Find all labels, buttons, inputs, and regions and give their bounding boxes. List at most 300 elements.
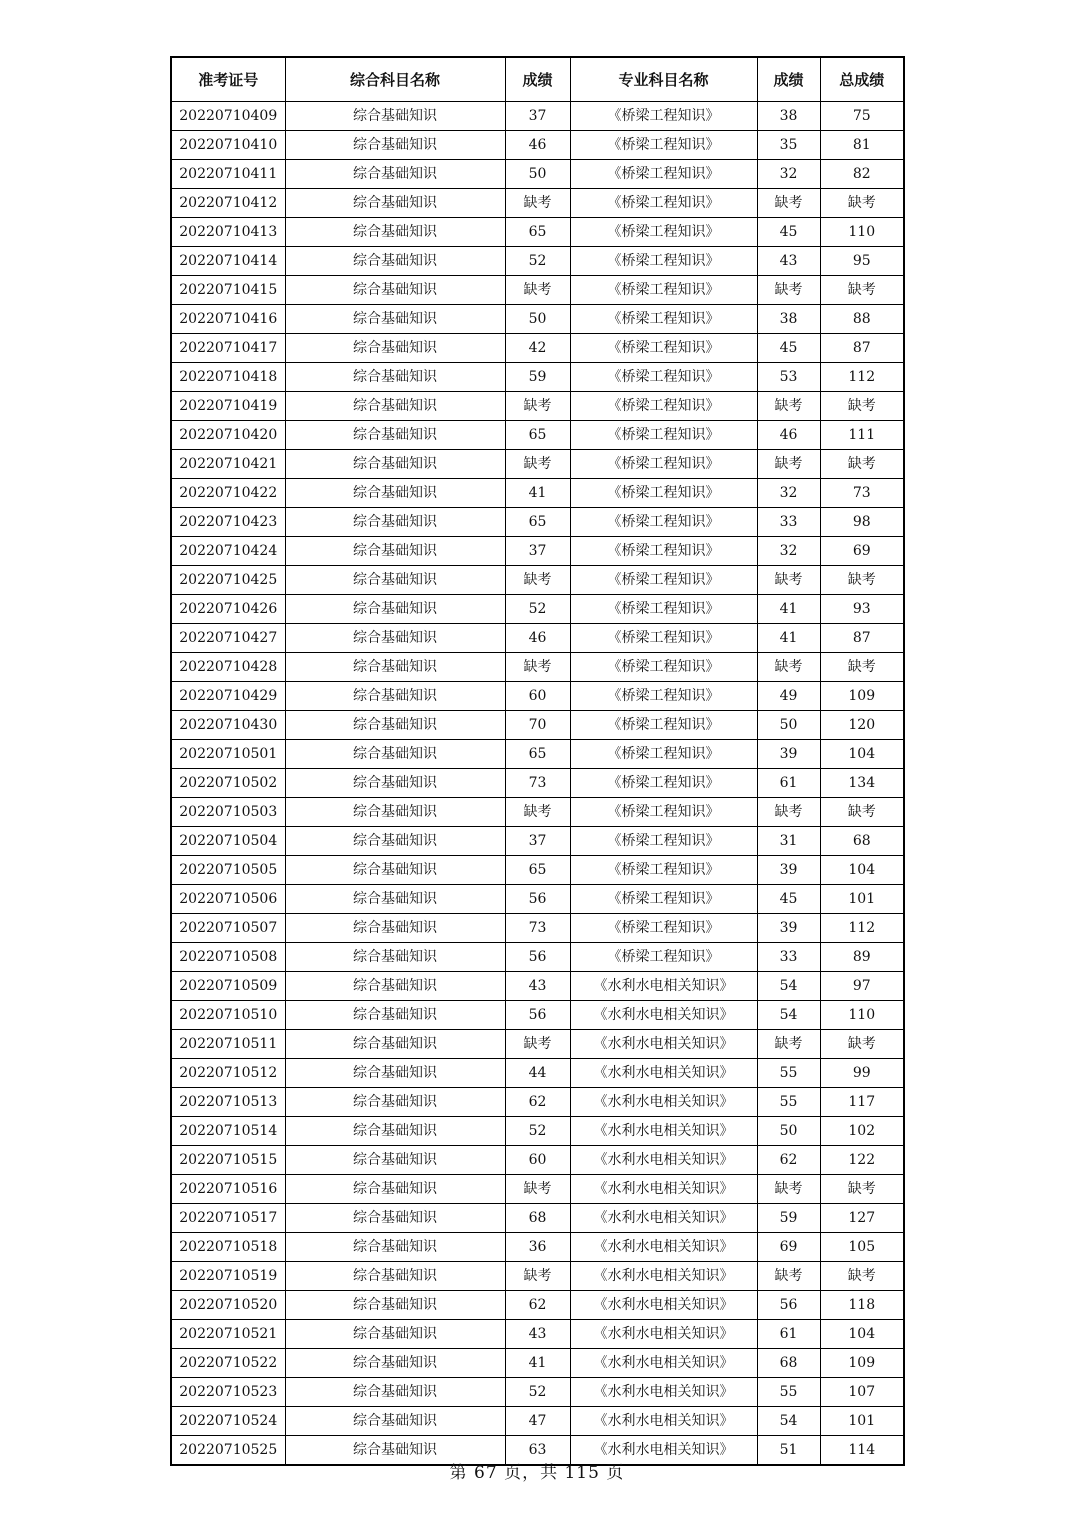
table-row xyxy=(171,102,904,131)
general-score-cell: 缺考 xyxy=(505,1030,570,1059)
table-row xyxy=(171,1320,904,1349)
admission-number-cell: 20220710503 xyxy=(171,798,285,827)
total-score-cell: 104 xyxy=(820,740,904,769)
total-score-cell: 87 xyxy=(820,334,904,363)
admission-number-cell: 20220710419 xyxy=(171,392,285,421)
major-subject-cell: 《水利水电相关知识》 xyxy=(570,1175,757,1204)
page-number: 第 67 页，共 115 页 xyxy=(449,1463,625,1483)
admission-number-cell: 20220710506 xyxy=(171,885,285,914)
major-subject-cell: 《桥梁工程知识》 xyxy=(570,131,757,160)
total-score-cell: 68 xyxy=(820,827,904,856)
general-score-cell: 41 xyxy=(505,479,570,508)
major-subject-cell: 《水利水电相关知识》 xyxy=(570,1436,757,1466)
major-score-cell: 31 xyxy=(757,827,820,856)
total-score-cell: 81 xyxy=(820,131,904,160)
major-score-cell: 39 xyxy=(757,740,820,769)
general-score-cell: 缺考 xyxy=(505,566,570,595)
total-score-cell: 114 xyxy=(820,1436,904,1466)
total-score-cell: 69 xyxy=(820,537,904,566)
admission-number-cell: 20220710424 xyxy=(171,537,285,566)
major-subject-cell: 《桥梁工程知识》 xyxy=(570,363,757,392)
major-subject-cell: 《桥梁工程知识》 xyxy=(570,653,757,682)
major-subject-cell: 《桥梁工程知识》 xyxy=(570,421,757,450)
table-row xyxy=(171,1349,904,1378)
major-subject-cell: 《桥梁工程知识》 xyxy=(570,711,757,740)
total-score-cell: 122 xyxy=(820,1146,904,1175)
general-score-cell: 56 xyxy=(505,1001,570,1030)
major-subject-cell: 《桥梁工程知识》 xyxy=(570,682,757,711)
table-row xyxy=(171,508,904,537)
general-score-cell: 37 xyxy=(505,102,570,131)
major-score-cell: 39 xyxy=(757,856,820,885)
major-subject-cell: 《桥梁工程知识》 xyxy=(570,334,757,363)
general-subject-cell: 综合基础知识 xyxy=(285,827,505,856)
general-score-cell: 41 xyxy=(505,1349,570,1378)
admission-number-cell: 20220710412 xyxy=(171,189,285,218)
table-row xyxy=(171,1378,904,1407)
total-score-cell: 缺考 xyxy=(820,1175,904,1204)
general-subject-cell: 综合基础知识 xyxy=(285,769,505,798)
major-subject-cell: 《水利水电相关知识》 xyxy=(570,1001,757,1030)
table-row xyxy=(171,276,904,305)
major-score-cell: 33 xyxy=(757,943,820,972)
major-subject-cell: 《桥梁工程知识》 xyxy=(570,885,757,914)
header-general-subject: 综合科目名称 xyxy=(285,57,505,102)
admission-number-cell: 20220710519 xyxy=(171,1262,285,1291)
general-score-cell: 缺考 xyxy=(505,1175,570,1204)
admission-number-cell: 20220710515 xyxy=(171,1146,285,1175)
general-subject-cell: 综合基础知识 xyxy=(285,1204,505,1233)
general-subject-cell: 综合基础知识 xyxy=(285,421,505,450)
total-score-cell: 101 xyxy=(820,885,904,914)
total-score-cell: 109 xyxy=(820,1349,904,1378)
general-score-cell: 43 xyxy=(505,972,570,1001)
general-score-cell: 60 xyxy=(505,682,570,711)
major-subject-cell: 《水利水电相关知识》 xyxy=(570,1088,757,1117)
table-row xyxy=(171,392,904,421)
general-score-cell: 50 xyxy=(505,305,570,334)
general-score-cell: 59 xyxy=(505,363,570,392)
total-score-cell: 104 xyxy=(820,856,904,885)
general-subject-cell: 综合基础知识 xyxy=(285,1030,505,1059)
general-subject-cell: 综合基础知识 xyxy=(285,508,505,537)
major-subject-cell: 《桥梁工程知识》 xyxy=(570,392,757,421)
major-score-cell: 55 xyxy=(757,1088,820,1117)
total-score-cell: 99 xyxy=(820,1059,904,1088)
admission-number-cell: 20220710414 xyxy=(171,247,285,276)
major-score-cell: 51 xyxy=(757,1436,820,1466)
general-score-cell: 56 xyxy=(505,885,570,914)
major-subject-cell: 《桥梁工程知识》 xyxy=(570,769,757,798)
table-row xyxy=(171,1117,904,1146)
admission-number-cell: 20220710517 xyxy=(171,1204,285,1233)
admission-number-cell: 20220710417 xyxy=(171,334,285,363)
general-subject-cell: 综合基础知识 xyxy=(285,1117,505,1146)
total-score-cell: 缺考 xyxy=(820,392,904,421)
admission-number-cell: 20220710430 xyxy=(171,711,285,740)
general-subject-cell: 综合基础知识 xyxy=(285,218,505,247)
general-score-cell: 缺考 xyxy=(505,1262,570,1291)
total-score-cell: 87 xyxy=(820,624,904,653)
major-score-cell: 43 xyxy=(757,247,820,276)
general-subject-cell: 综合基础知识 xyxy=(285,711,505,740)
major-score-cell: 缺考 xyxy=(757,566,820,595)
admission-number-cell: 20220710509 xyxy=(171,972,285,1001)
general-subject-cell: 综合基础知识 xyxy=(285,334,505,363)
major-subject-cell: 《水利水电相关知识》 xyxy=(570,1262,757,1291)
general-score-cell: 37 xyxy=(505,827,570,856)
major-subject-cell: 《桥梁工程知识》 xyxy=(570,914,757,943)
major-score-cell: 缺考 xyxy=(757,798,820,827)
table-row xyxy=(171,711,904,740)
major-subject-cell: 《桥梁工程知识》 xyxy=(570,276,757,305)
general-subject-cell: 综合基础知识 xyxy=(285,624,505,653)
major-score-cell: 50 xyxy=(757,1117,820,1146)
table-row xyxy=(171,827,904,856)
major-score-cell: 59 xyxy=(757,1204,820,1233)
major-score-cell: 41 xyxy=(757,595,820,624)
admission-number-cell: 20220710421 xyxy=(171,450,285,479)
score-table xyxy=(170,56,905,1466)
total-score-cell: 109 xyxy=(820,682,904,711)
major-subject-cell: 《水利水电相关知识》 xyxy=(570,1117,757,1146)
general-subject-cell: 综合基础知识 xyxy=(285,1320,505,1349)
general-score-cell: 50 xyxy=(505,160,570,189)
major-subject-cell: 《桥梁工程知识》 xyxy=(570,450,757,479)
major-subject-cell: 《桥梁工程知识》 xyxy=(570,160,757,189)
general-score-cell: 73 xyxy=(505,769,570,798)
general-score-cell: 42 xyxy=(505,334,570,363)
major-subject-cell: 《水利水电相关知识》 xyxy=(570,1233,757,1262)
table-row xyxy=(171,653,904,682)
major-subject-cell: 《桥梁工程知识》 xyxy=(570,740,757,769)
admission-number-cell: 20220710415 xyxy=(171,276,285,305)
major-subject-cell: 《水利水电相关知识》 xyxy=(570,1059,757,1088)
major-score-cell: 54 xyxy=(757,972,820,1001)
general-subject-cell: 综合基础知识 xyxy=(285,856,505,885)
table-row xyxy=(171,682,904,711)
table-row xyxy=(171,798,904,827)
admission-number-cell: 20220710429 xyxy=(171,682,285,711)
major-score-cell: 55 xyxy=(757,1378,820,1407)
total-score-cell: 111 xyxy=(820,421,904,450)
major-score-cell: 缺考 xyxy=(757,450,820,479)
total-score-cell: 110 xyxy=(820,218,904,247)
header-admission-number: 准考证号 xyxy=(171,57,285,102)
major-score-cell: 61 xyxy=(757,769,820,798)
general-subject-cell: 综合基础知识 xyxy=(285,1436,505,1466)
general-score-cell: 60 xyxy=(505,1146,570,1175)
general-score-cell: 47 xyxy=(505,1407,570,1436)
major-score-cell: 缺考 xyxy=(757,1262,820,1291)
major-score-cell: 35 xyxy=(757,131,820,160)
general-score-cell: 73 xyxy=(505,914,570,943)
general-score-cell: 65 xyxy=(505,508,570,537)
major-score-cell: 62 xyxy=(757,1146,820,1175)
major-score-cell: 缺考 xyxy=(757,1030,820,1059)
table-row xyxy=(171,972,904,1001)
general-score-cell: 52 xyxy=(505,595,570,624)
general-subject-cell: 综合基础知识 xyxy=(285,798,505,827)
table-row xyxy=(171,1059,904,1088)
general-subject-cell: 综合基础知识 xyxy=(285,1175,505,1204)
admission-number-cell: 20220710511 xyxy=(171,1030,285,1059)
total-score-cell: 缺考 xyxy=(820,566,904,595)
total-score-cell: 120 xyxy=(820,711,904,740)
major-score-cell: 55 xyxy=(757,1059,820,1088)
general-score-cell: 52 xyxy=(505,1117,570,1146)
major-score-cell: 69 xyxy=(757,1233,820,1262)
table-row xyxy=(171,624,904,653)
table-row xyxy=(171,421,904,450)
major-subject-cell: 《水利水电相关知识》 xyxy=(570,972,757,1001)
major-score-cell: 53 xyxy=(757,363,820,392)
major-subject-cell: 《水利水电相关知识》 xyxy=(570,1030,757,1059)
table-row xyxy=(171,1262,904,1291)
total-score-cell: 105 xyxy=(820,1233,904,1262)
admission-number-cell: 20220710523 xyxy=(171,1378,285,1407)
total-score-cell: 127 xyxy=(820,1204,904,1233)
admission-number-cell: 20220710518 xyxy=(171,1233,285,1262)
total-score-cell: 102 xyxy=(820,1117,904,1146)
total-score-cell: 112 xyxy=(820,914,904,943)
admission-number-cell: 20220710418 xyxy=(171,363,285,392)
major-score-cell: 56 xyxy=(757,1291,820,1320)
general-score-cell: 65 xyxy=(505,218,570,247)
total-score-cell: 缺考 xyxy=(820,653,904,682)
table-row xyxy=(171,305,904,334)
header-major-subject: 专业科目名称 xyxy=(570,57,757,102)
major-subject-cell: 《桥梁工程知识》 xyxy=(570,189,757,218)
major-subject-cell: 《桥梁工程知识》 xyxy=(570,827,757,856)
general-score-cell: 63 xyxy=(505,1436,570,1466)
general-score-cell: 65 xyxy=(505,421,570,450)
table-row xyxy=(171,334,904,363)
major-score-cell: 61 xyxy=(757,1320,820,1349)
major-score-cell: 50 xyxy=(757,711,820,740)
major-score-cell: 49 xyxy=(757,682,820,711)
major-score-cell: 32 xyxy=(757,537,820,566)
admission-number-cell: 20220710525 xyxy=(171,1436,285,1466)
major-score-cell: 54 xyxy=(757,1001,820,1030)
major-subject-cell: 《桥梁工程知识》 xyxy=(570,508,757,537)
general-subject-cell: 综合基础知识 xyxy=(285,189,505,218)
general-subject-cell: 综合基础知识 xyxy=(285,653,505,682)
table-row xyxy=(171,914,904,943)
major-score-cell: 68 xyxy=(757,1349,820,1378)
table-row xyxy=(171,1001,904,1030)
total-score-cell: 缺考 xyxy=(820,276,904,305)
general-score-cell: 43 xyxy=(505,1320,570,1349)
general-score-cell: 62 xyxy=(505,1291,570,1320)
table-row xyxy=(171,1233,904,1262)
major-score-cell: 38 xyxy=(757,102,820,131)
total-score-cell: 110 xyxy=(820,1001,904,1030)
admission-number-cell: 20220710501 xyxy=(171,740,285,769)
total-score-cell: 缺考 xyxy=(820,798,904,827)
general-subject-cell: 综合基础知识 xyxy=(285,392,505,421)
table-row xyxy=(171,769,904,798)
admission-number-cell: 20220710427 xyxy=(171,624,285,653)
major-score-cell: 32 xyxy=(757,479,820,508)
general-subject-cell: 综合基础知识 xyxy=(285,1291,505,1320)
general-score-cell: 65 xyxy=(505,856,570,885)
table-row xyxy=(171,218,904,247)
table-row xyxy=(171,160,904,189)
table-row xyxy=(171,740,904,769)
total-score-cell: 82 xyxy=(820,160,904,189)
major-subject-cell: 《桥梁工程知识》 xyxy=(570,624,757,653)
major-score-cell: 46 xyxy=(757,421,820,450)
major-subject-cell: 《水利水电相关知识》 xyxy=(570,1291,757,1320)
admission-number-cell: 20220710508 xyxy=(171,943,285,972)
admission-number-cell: 20220710510 xyxy=(171,1001,285,1030)
total-score-cell: 134 xyxy=(820,769,904,798)
general-score-cell: 46 xyxy=(505,131,570,160)
admission-number-cell: 20220710512 xyxy=(171,1059,285,1088)
major-score-cell: 38 xyxy=(757,305,820,334)
major-subject-cell: 《桥梁工程知识》 xyxy=(570,218,757,247)
major-score-cell: 45 xyxy=(757,334,820,363)
total-score-cell: 73 xyxy=(820,479,904,508)
total-score-cell: 104 xyxy=(820,1320,904,1349)
general-subject-cell: 综合基础知识 xyxy=(285,131,505,160)
major-subject-cell: 《桥梁工程知识》 xyxy=(570,537,757,566)
table-row xyxy=(171,131,904,160)
general-subject-cell: 综合基础知识 xyxy=(285,276,505,305)
general-subject-cell: 综合基础知识 xyxy=(285,363,505,392)
total-score-cell: 缺考 xyxy=(820,1262,904,1291)
table-row xyxy=(171,943,904,972)
admission-number-cell: 20220710504 xyxy=(171,827,285,856)
general-subject-cell: 综合基础知识 xyxy=(285,247,505,276)
table-body xyxy=(171,102,904,1466)
admission-number-cell: 20220710411 xyxy=(171,160,285,189)
total-score-cell: 75 xyxy=(820,102,904,131)
admission-number-cell: 20220710409 xyxy=(171,102,285,131)
admission-number-cell: 20220710410 xyxy=(171,131,285,160)
general-subject-cell: 综合基础知识 xyxy=(285,740,505,769)
major-score-cell: 45 xyxy=(757,885,820,914)
admission-number-cell: 20220710513 xyxy=(171,1088,285,1117)
major-score-cell: 39 xyxy=(757,914,820,943)
table-header-row xyxy=(171,57,904,102)
header-major-score: 成绩 xyxy=(757,57,820,102)
general-score-cell: 缺考 xyxy=(505,450,570,479)
admission-number-cell: 20220710502 xyxy=(171,769,285,798)
general-subject-cell: 综合基础知识 xyxy=(285,102,505,131)
major-subject-cell: 《桥梁工程知识》 xyxy=(570,856,757,885)
general-subject-cell: 综合基础知识 xyxy=(285,1262,505,1291)
table-row xyxy=(171,1291,904,1320)
total-score-cell: 107 xyxy=(820,1378,904,1407)
general-subject-cell: 综合基础知识 xyxy=(285,1349,505,1378)
admission-number-cell: 20220710416 xyxy=(171,305,285,334)
total-score-cell: 117 xyxy=(820,1088,904,1117)
general-subject-cell: 综合基础知识 xyxy=(285,1059,505,1088)
total-score-cell: 112 xyxy=(820,363,904,392)
general-subject-cell: 综合基础知识 xyxy=(285,972,505,1001)
total-score-cell: 95 xyxy=(820,247,904,276)
general-subject-cell: 综合基础知识 xyxy=(285,943,505,972)
major-subject-cell: 《水利水电相关知识》 xyxy=(570,1320,757,1349)
major-score-cell: 32 xyxy=(757,160,820,189)
table-row xyxy=(171,1407,904,1436)
total-score-cell: 101 xyxy=(820,1407,904,1436)
major-subject-cell: 《桥梁工程知识》 xyxy=(570,479,757,508)
general-subject-cell: 综合基础知识 xyxy=(285,537,505,566)
general-score-cell: 缺考 xyxy=(505,798,570,827)
table-row xyxy=(171,189,904,218)
table-row xyxy=(171,247,904,276)
admission-number-cell: 20220710522 xyxy=(171,1349,285,1378)
general-subject-cell: 综合基础知识 xyxy=(285,1407,505,1436)
general-subject-cell: 综合基础知识 xyxy=(285,885,505,914)
major-score-cell: 45 xyxy=(757,218,820,247)
major-subject-cell: 《桥梁工程知识》 xyxy=(570,305,757,334)
major-subject-cell: 《水利水电相关知识》 xyxy=(570,1349,757,1378)
general-subject-cell: 综合基础知识 xyxy=(285,450,505,479)
admission-number-cell: 20220710516 xyxy=(171,1175,285,1204)
total-score-cell: 缺考 xyxy=(820,450,904,479)
table-row xyxy=(171,479,904,508)
major-subject-cell: 《桥梁工程知识》 xyxy=(570,595,757,624)
general-subject-cell: 综合基础知识 xyxy=(285,1146,505,1175)
general-score-cell: 65 xyxy=(505,740,570,769)
general-subject-cell: 综合基础知识 xyxy=(285,566,505,595)
admission-number-cell: 20220710423 xyxy=(171,508,285,537)
general-score-cell: 缺考 xyxy=(505,189,570,218)
general-score-cell: 52 xyxy=(505,247,570,276)
table-row xyxy=(171,566,904,595)
major-subject-cell: 《桥梁工程知识》 xyxy=(570,102,757,131)
major-score-cell: 41 xyxy=(757,624,820,653)
total-score-cell: 97 xyxy=(820,972,904,1001)
header-total-score: 总成绩 xyxy=(820,57,904,102)
major-score-cell: 缺考 xyxy=(757,392,820,421)
table-row xyxy=(171,537,904,566)
admission-number-cell: 20220710507 xyxy=(171,914,285,943)
major-subject-cell: 《水利水电相关知识》 xyxy=(570,1378,757,1407)
total-score-cell: 缺考 xyxy=(820,1030,904,1059)
table-row xyxy=(171,1146,904,1175)
table-row xyxy=(171,856,904,885)
major-subject-cell: 《水利水电相关知识》 xyxy=(570,1146,757,1175)
total-score-cell: 98 xyxy=(820,508,904,537)
admission-number-cell: 20220710428 xyxy=(171,653,285,682)
admission-number-cell: 20220710524 xyxy=(171,1407,285,1436)
general-score-cell: 62 xyxy=(505,1088,570,1117)
major-score-cell: 54 xyxy=(757,1407,820,1436)
general-subject-cell: 综合基础知识 xyxy=(285,1233,505,1262)
admission-number-cell: 20220710520 xyxy=(171,1291,285,1320)
major-score-cell: 33 xyxy=(757,508,820,537)
general-subject-cell: 综合基础知识 xyxy=(285,595,505,624)
general-score-cell: 52 xyxy=(505,1378,570,1407)
total-score-cell: 缺考 xyxy=(820,189,904,218)
general-subject-cell: 综合基础知识 xyxy=(285,305,505,334)
admission-number-cell: 20220710521 xyxy=(171,1320,285,1349)
major-subject-cell: 《桥梁工程知识》 xyxy=(570,566,757,595)
table-row xyxy=(171,885,904,914)
general-score-cell: 70 xyxy=(505,711,570,740)
table-row xyxy=(171,450,904,479)
general-subject-cell: 综合基础知识 xyxy=(285,1088,505,1117)
admission-number-cell: 20220710425 xyxy=(171,566,285,595)
major-score-cell: 缺考 xyxy=(757,189,820,218)
major-subject-cell: 《桥梁工程知识》 xyxy=(570,943,757,972)
general-score-cell: 36 xyxy=(505,1233,570,1262)
